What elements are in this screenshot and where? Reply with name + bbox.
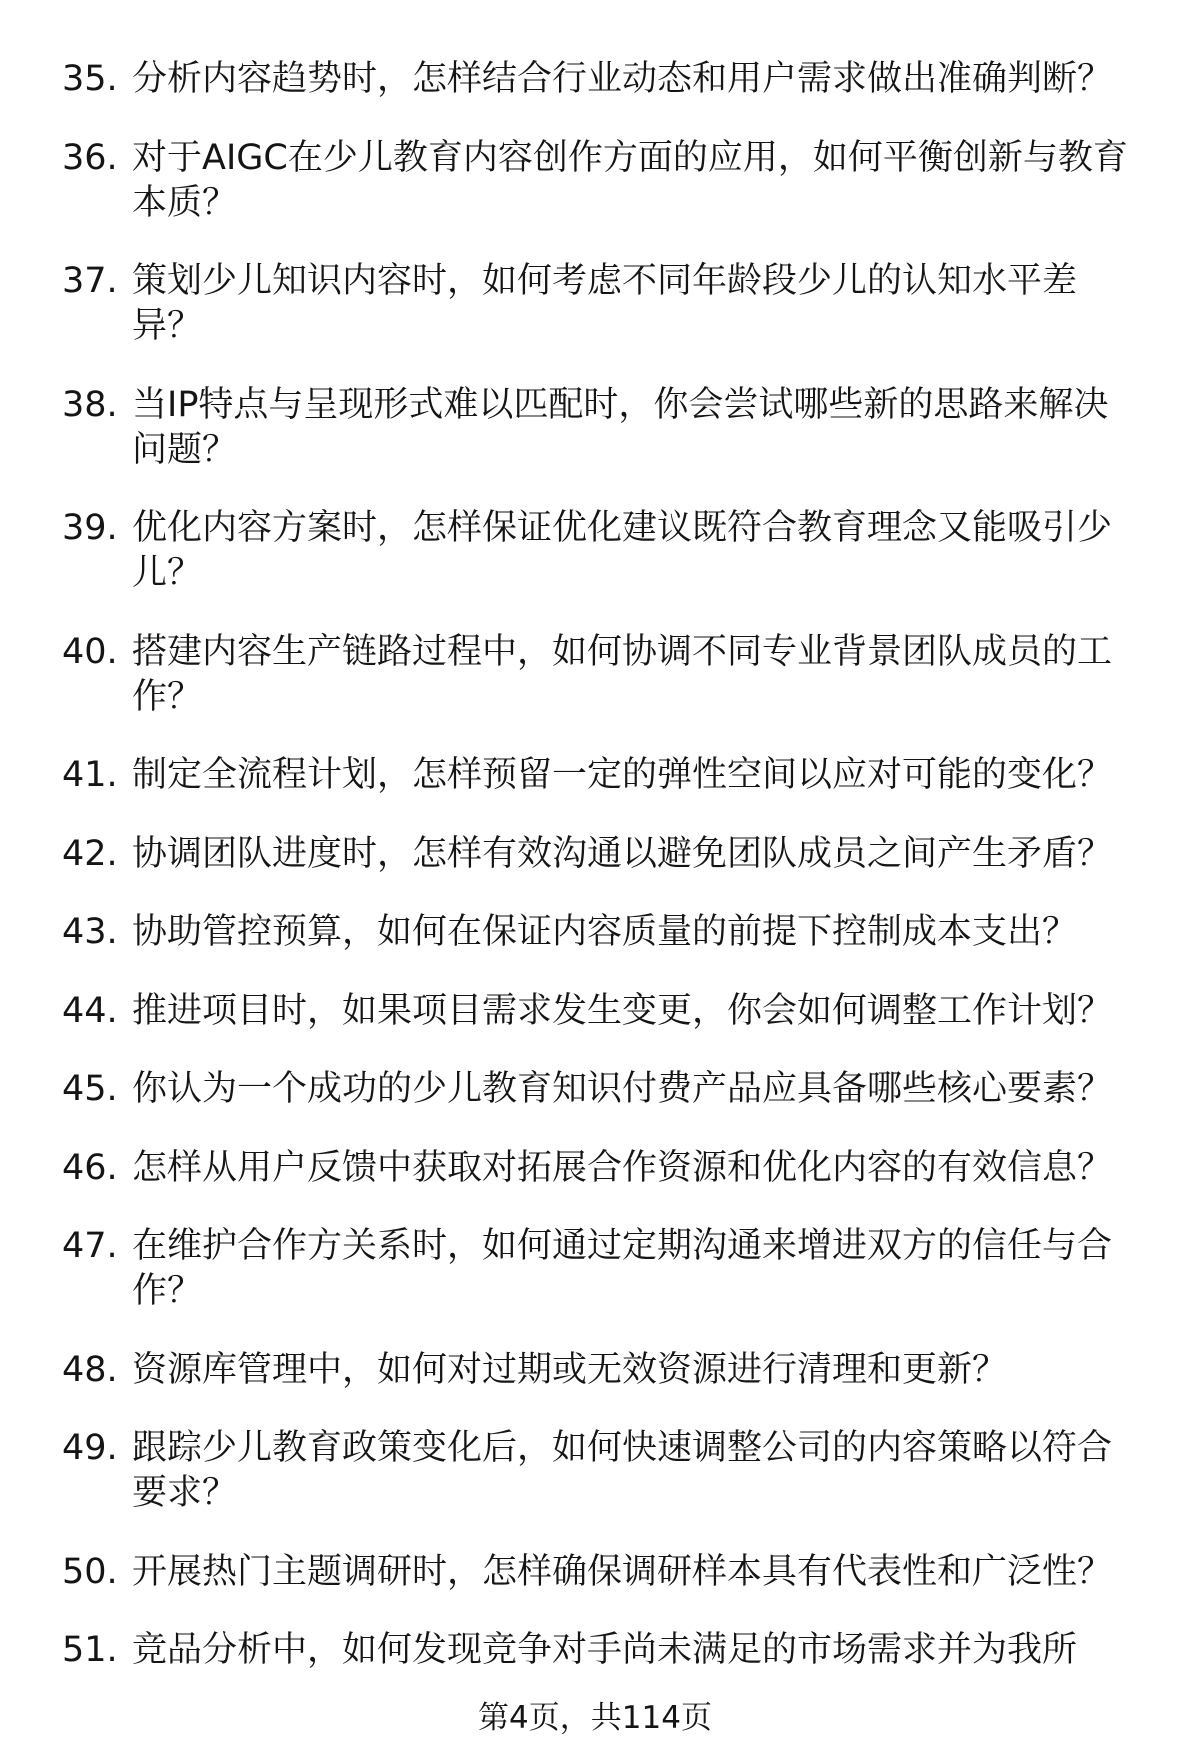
question-text-line: 搭建内容生产链路过程中，如何协调不同专业背景团队成员的工	[132, 631, 1113, 672]
question-number: 38.	[62, 384, 118, 425]
question-text-line: 儿？	[132, 553, 203, 593]
question-text-line: 作？	[132, 676, 203, 717]
question-text-line: 跟踪少儿教育政策变化后，如何快速调整公司的内容策略以符合	[132, 1428, 1113, 1468]
question-text	[132, 1426, 1172, 1516]
question-text-line: 在维护合作方关系时，如何通过定期沟通来增进双方的信任与合	[132, 1226, 1113, 1266]
question-list	[62, 57, 1172, 1707]
question-text	[132, 136, 1172, 226]
question-item-44	[62, 989, 1172, 1034]
page-number-footer: 第4页，共114页	[478, 1700, 712, 1736]
question-text	[132, 630, 1172, 720]
question-text-line: 对于AIGC在少儿教育内容创作方面的应用，如何平衡创新与教育	[132, 137, 1128, 178]
question-text	[132, 1224, 1172, 1314]
question-item-36	[62, 136, 1172, 226]
question-item-43	[62, 910, 1172, 955]
question-item-38	[62, 383, 1172, 473]
question-text-line: 本质？	[132, 182, 238, 223]
question-item-41	[62, 753, 1172, 798]
question-text-line: 竞品分析中，如何发现竞争对手尚未满足的市场需求并为我所	[132, 1630, 1078, 1670]
question-text-line: 策划少儿知识内容时，如何考虑不同年龄段少儿的认知水平差	[132, 261, 1078, 301]
question-item-47	[62, 1224, 1172, 1314]
question-text-line: 当IP特点与呈现形式难以匹配时，你会尝试哪些新的思路来解决	[132, 384, 1109, 425]
question-text-line: 资源库管理中，如何对过期或无效资源进行清理和更新？	[132, 1349, 1008, 1390]
question-item-49	[62, 1426, 1172, 1516]
question-number: 41.	[62, 755, 118, 795]
question-text	[132, 506, 1172, 596]
question-text	[132, 989, 1172, 1034]
question-item-35	[62, 57, 1172, 102]
question-number: 50.	[62, 1551, 118, 1592]
question-item-39	[62, 506, 1172, 596]
question-number: 40.	[62, 631, 118, 672]
question-number: 43.	[62, 912, 118, 952]
question-text-line: 问题？	[132, 429, 238, 470]
question-text-line: 制定全流程计划，怎样预留一定的弹性空间以应对可能的变化？	[132, 755, 1113, 795]
question-item-46	[62, 1146, 1172, 1191]
question-number: 49.	[62, 1428, 118, 1468]
question-text	[132, 1067, 1172, 1112]
question-item-51	[62, 1628, 1172, 1673]
question-text-line: 你认为一个成功的少儿教育知识付费产品应具备哪些核心要素？	[132, 1069, 1113, 1109]
question-number: 42.	[62, 833, 118, 874]
question-text	[132, 383, 1172, 473]
question-text	[132, 57, 1172, 102]
question-text	[132, 753, 1172, 798]
question-item-50	[62, 1550, 1172, 1595]
question-number: 48.	[62, 1349, 118, 1390]
question-text-line: 作？	[132, 1271, 203, 1311]
question-text-line: 异？	[132, 306, 203, 346]
question-text	[132, 1550, 1172, 1595]
question-number: 37.	[62, 261, 118, 301]
question-text	[132, 832, 1172, 877]
question-text-line: 推进项目时，如果项目需求发生变更，你会如何调整工作计划？	[132, 990, 1113, 1031]
question-text	[132, 259, 1172, 349]
question-text-line: 分析内容趋势时，怎样结合行业动态和用户需求做出准确判断？	[132, 59, 1113, 99]
question-text	[132, 1146, 1172, 1191]
question-number: 51.	[62, 1630, 118, 1670]
question-text-line: 协调团队进度时，怎样有效沟通以避免团队成员之间产生矛盾？	[132, 833, 1113, 874]
question-item-40	[62, 630, 1172, 720]
question-text-line: 协助管控预算，如何在保证内容质量的前提下控制成本支出？	[132, 912, 1078, 952]
question-number: 39.	[62, 508, 118, 548]
question-item-48	[62, 1348, 1172, 1393]
question-text	[132, 910, 1172, 955]
question-text-line: 要求？	[132, 1473, 238, 1513]
question-item-42	[62, 832, 1172, 877]
question-number: 35.	[62, 59, 118, 99]
question-text-line: 开展热门主题调研时，怎样确保调研样本具有代表性和广泛性？	[132, 1551, 1113, 1592]
question-number: 46.	[62, 1147, 118, 1188]
question-item-45	[62, 1067, 1172, 1112]
question-number: 44.	[62, 990, 118, 1031]
question-text-line: 优化内容方案时，怎样保证优化建议既符合教育理念又能吸引少	[132, 508, 1113, 548]
question-item-37	[62, 259, 1172, 349]
question-number: 36.	[62, 137, 118, 178]
question-number: 47.	[62, 1226, 118, 1266]
question-text-line: 怎样从用户反馈中获取对拓展合作资源和优化内容的有效信息？	[132, 1147, 1113, 1188]
question-text	[132, 1628, 1172, 1673]
question-text	[132, 1348, 1172, 1393]
question-number: 45.	[62, 1069, 118, 1109]
